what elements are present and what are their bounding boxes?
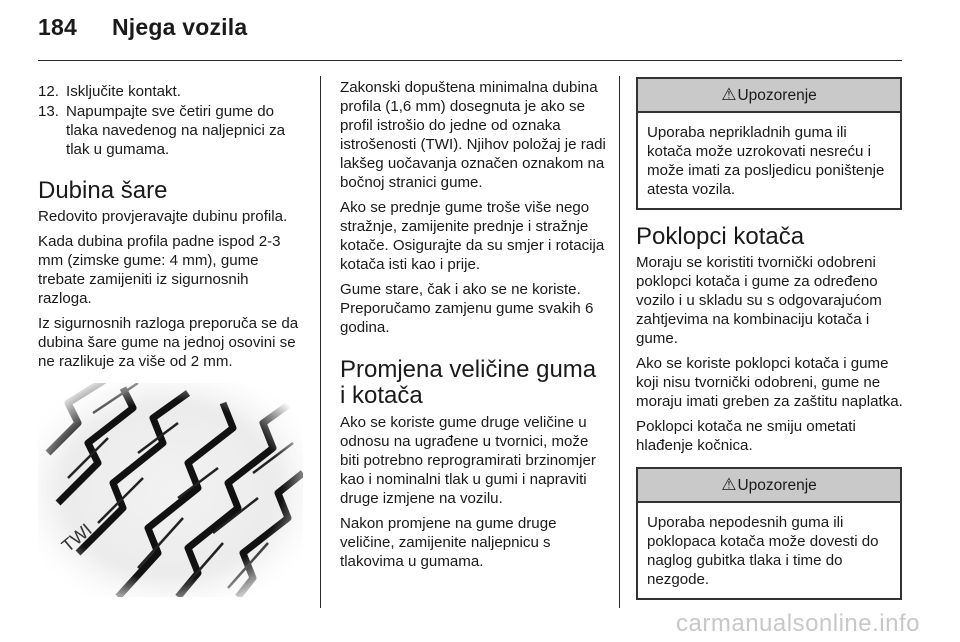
- list-item: [38, 102, 306, 159]
- warning-title: Upozorenje: [737, 477, 817, 494]
- paragraph: Poklopci kotača ne smiju ometati hlađenje kočnica.: [636, 418, 856, 454]
- paragraph: Ako se koriste gume druge veličine u odnosu na ugrađene u tvornici, može biti potrebno reprogramirati brzinomjer kao i nominalni tlak u gumi i napraviti druge izmjene na vozilu.: [340, 414, 596, 507]
- warning-text: Uporaba neprikladnih guma ili kotača može uzrokovati nesreću i može imati za posljedicu poništenje atesta vozila.: [647, 124, 885, 198]
- steps-list: [38, 82, 306, 159]
- warning-triangle-icon: ⚠: [721, 475, 737, 494]
- warning-triangle-icon: ⚠: [721, 85, 737, 104]
- list-item: [38, 82, 306, 101]
- paragraph: Ako se prednje gume troše više nego stražnje, zamijenite prednje i stražnje kotače. Osigurajte da su smjer i rotacija kotača isti kao i prije.: [340, 199, 605, 273]
- paragraph: Moraju se koristiti tvornički odobreni poklopci kotača i gume za određeno vozilo i u skladu su s odgovarajućom zahtjevima na kombinaciju kotača i gume.: [636, 254, 882, 347]
- section-heading-wheel-covers: Poklopci kotača: [636, 223, 805, 250]
- column-2: [340, 72, 606, 577]
- step-number: 12.: [38, 83, 59, 100]
- paragraph: Zakonski dopuštena minimalna dubina profila (1,6 mm) dosegnuta je ako se profil istrošio do jedne od oznaka istrošenosti (TWI). Njihov položaj je radi lakšeg uočavanja označen oznakom na bočnoj stranici gume.: [340, 79, 606, 191]
- paragraph: Redovito provjeravajte dubinu profila.: [38, 208, 288, 225]
- warning-box-1: [636, 77, 902, 210]
- warning-text: Uporaba nepodesnih guma ili poklopaca kotača može dovesti do naglog gubitka tlaka i time do nezgode.: [647, 514, 879, 588]
- page-header: [38, 14, 247, 41]
- section-heading-tread-depth: Dubina šare: [38, 177, 168, 204]
- paragraph: Nakon promjene na gume druge veličine, zamijenite naljepnicu s tlakovima u gumama.: [340, 515, 557, 570]
- warning-header: [638, 469, 900, 503]
- warning-header: [638, 79, 900, 113]
- tire-tread-image: [38, 383, 303, 597]
- column-divider-2: [619, 76, 620, 608]
- warning-box-2: [636, 467, 902, 600]
- step-number: 13.: [38, 103, 59, 120]
- column-1: [38, 72, 306, 377]
- header-rule: [38, 60, 902, 61]
- warning-title: Upozorenje: [737, 87, 817, 104]
- watermark[interactable]: carmanualsonline.info: [676, 610, 920, 637]
- column-3: [636, 72, 904, 600]
- step-text: Isključite kontakt.: [66, 83, 181, 100]
- paragraph: Iz sigurnosnih razloga preporuča se da dubina šare gume na jednoj osovini se ne razlikuje za više od 2 mm.: [38, 315, 299, 370]
- step-text: Napumpajte sve četiri gume do tlaka navedenog na naljepnici za tlak u gumama.: [66, 103, 286, 158]
- page-title: Njega vozila: [112, 14, 248, 40]
- paragraph: Gume stare, čak i ako se ne koriste. Preporučamo zamjenu gume svakih 6 godina.: [340, 281, 594, 336]
- page-number: 184: [38, 14, 77, 40]
- paragraph: Ako se koriste poklopci kotača i gume koji nisu tvornički odobreni, gume ne moraju imati greben za zaštitu naplatka.: [636, 355, 903, 410]
- twi-label: TWI: [57, 519, 96, 557]
- paragraph: Kada dubina profila padne ispod 2-3 mm (zimske gume: 4 mm), gume trebate zamijeniti iz sigurnosnih razloga.: [38, 233, 281, 307]
- column-divider-1: [320, 76, 321, 608]
- section-heading-tire-size-change: Promjena veličine guma i kotača: [340, 356, 597, 409]
